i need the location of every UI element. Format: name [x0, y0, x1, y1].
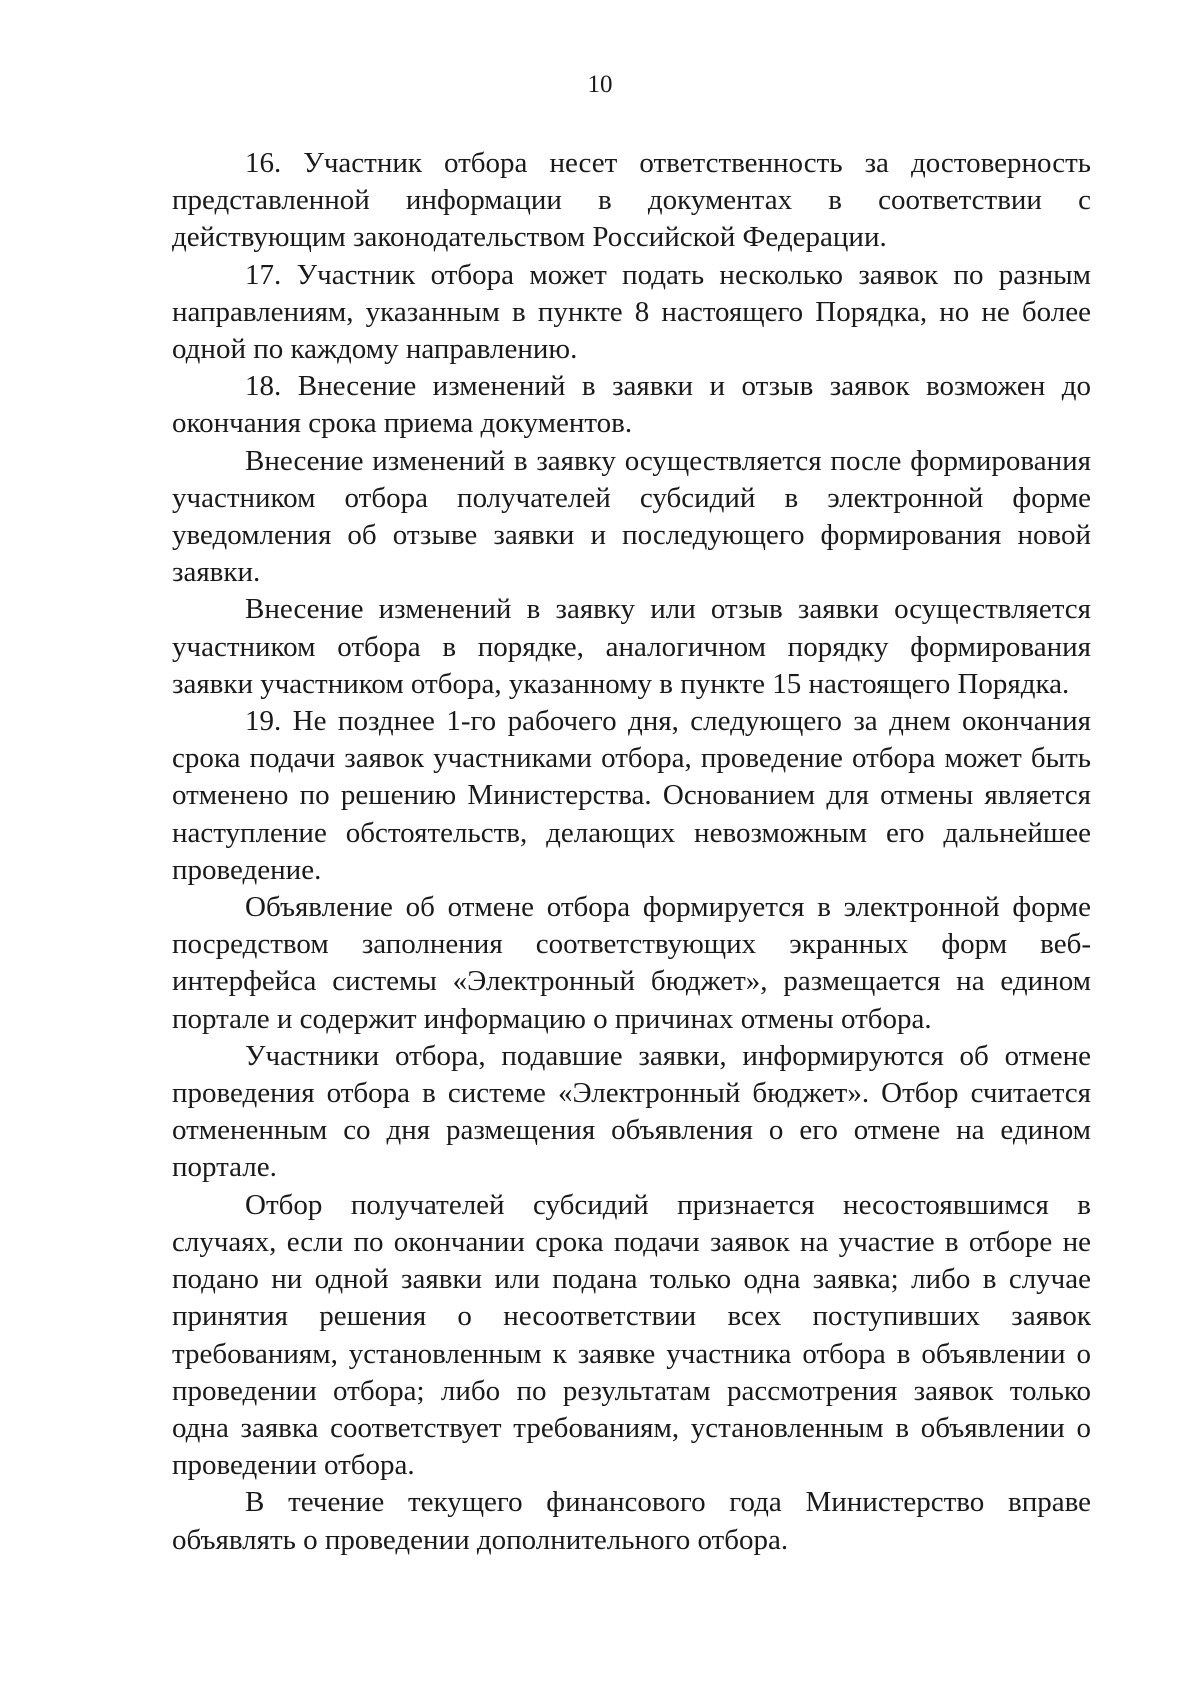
document-body	[172, 145, 1091, 1559]
paragraph-18-withdrawal: Внесение изменений в заявку или отзыв заявки осуществляется участником отбора в порядке, аналогичном порядку формирования заявки участником отбора, указанному в пункте 15 настоящего Порядка.	[172, 593, 1091, 700]
paragraph-19: 19. Не позднее 1-го рабочего дня, следующего за днем окончания срока подачи заявок участниками отбора, проведение отбора может быть отменено по решению Министерства. Основанием для отмены является наступление обстоятельств, делающих невозможным его дальнейшее проведение.	[172, 705, 1091, 886]
paragraph-18: 18. Внесение изменений в заявки и отзыв заявок возможен до окончания срока приема документов.	[172, 370, 1091, 440]
paragraph-19-additional-selection: В течение текущего финансового года Министерство вправе объявлять о проведении дополнительного отбора.	[172, 1486, 1091, 1556]
paragraph-17: 17. Участник отбора может подать несколько заявок по разным направлениям, указанным в пункте 8 настоящего Порядка, но не более одной по каждому направлению.	[172, 258, 1091, 366]
paragraph-19-announcement: Объявление об отмене отбора формируется в электронной форме посредством заполнения соответствующих экранных форм веб-интерфейса системы «Электронный бюджет», размещается на едином портале и содержит информацию о причинах отмены отбора.	[172, 891, 1091, 1035]
paragraph-16: 16. Участник отбора несет ответственность за достоверность представленной информации в документах в соответствии с действующим законодательством Российской Федерации.	[172, 147, 1091, 254]
paragraph-18-changes: Внесение изменений в заявку осуществляется после формирования участником отбора получателей субсидий в электронной форме уведомления об отзыве заявки и последующего формирования новой заявки.	[172, 444, 1091, 589]
paragraph-19-failed-selection: Отбор получателей субсидий признается несостоявшимся в случаях, если по окончании срока подачи заявок на участие в отборе не подано ни одной заявки или подана только одна заявка; либо в случае принятия решения о несоответствии всех поступивших заявок требованиям, установленным к заявке участника отбора в объявлении о проведении отбора; либо по результатам рассмотрения заявок только одна заявка соответствует требованиям, установленным в объявлении о проведении отбора.	[172, 1188, 1091, 1482]
paragraph-19-participants: Участники отбора, подавшие заявки, информируются об отмене проведения отбора в системе «Электронный бюджет». Отбор считается отмененным со дня размещения объявления о его отмене на едином портале.	[172, 1039, 1091, 1184]
page-number: 10	[587, 71, 613, 98]
